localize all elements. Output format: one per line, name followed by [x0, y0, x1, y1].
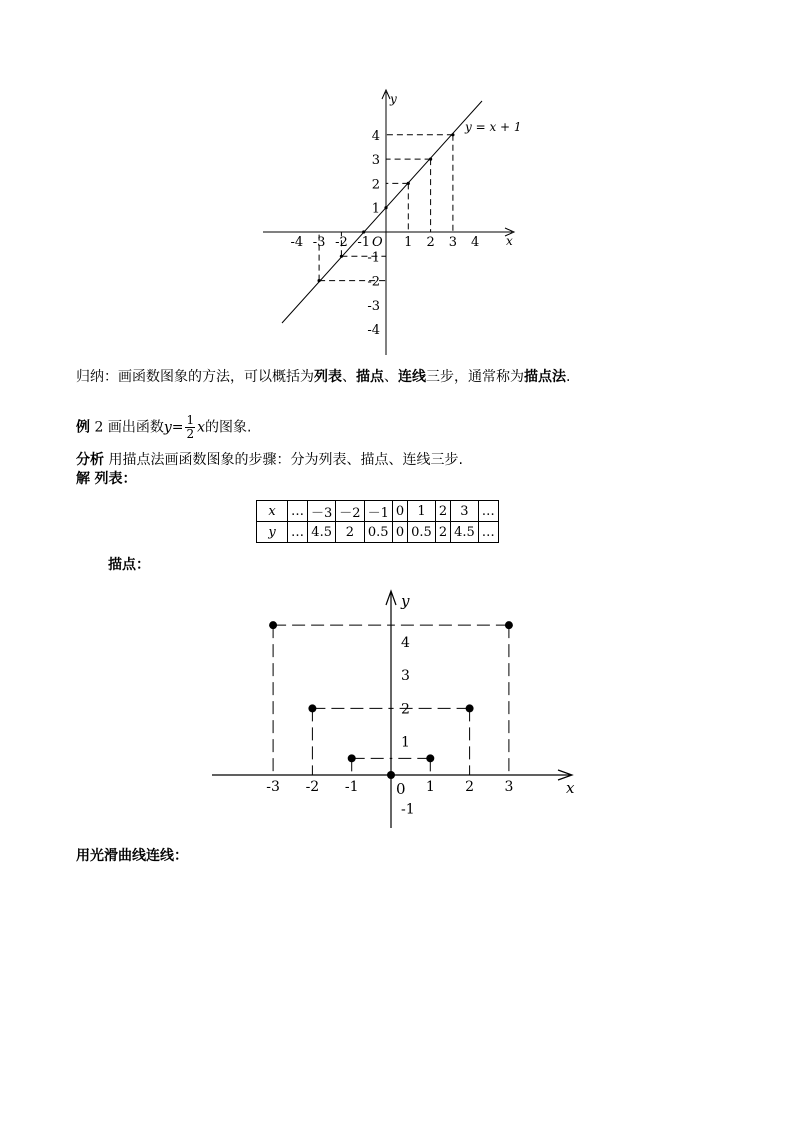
- equals-sign: =: [171, 419, 184, 436]
- x-tick-label: -3: [312, 235, 326, 250]
- data-point: [387, 771, 395, 779]
- data-point: [466, 704, 474, 712]
- table-cell: 4.5: [308, 522, 336, 543]
- data-point: [340, 255, 343, 258]
- data-point: [429, 158, 432, 161]
- analysis-label: 分析: [76, 452, 104, 468]
- y-tick-label: -1: [367, 250, 380, 266]
- table-cell: …: [478, 522, 498, 543]
- separator: 、: [342, 369, 356, 385]
- solution-step: 列表：: [94, 471, 137, 487]
- table-cell: 1: [408, 501, 436, 522]
- table-cell: 2: [435, 522, 450, 543]
- fraction: [185, 414, 195, 441]
- y-axis-label: y: [390, 92, 397, 106]
- table-row-x: [257, 501, 499, 522]
- x-tick-label: -3: [266, 779, 280, 795]
- graph-y-equals-x-plus-1: [0, 0, 794, 370]
- connect-label: 用光滑曲线连线：: [76, 848, 188, 864]
- value-table: [256, 500, 499, 543]
- graph-plotted-points: [0, 585, 794, 835]
- x-tick-label: 2: [465, 779, 475, 795]
- example-number: 2: [94, 419, 104, 436]
- origin-label: O: [372, 235, 383, 250]
- y-tick-label: 2: [371, 177, 380, 193]
- y-tick-label: 2: [401, 701, 410, 718]
- table-cell: －2: [336, 501, 364, 522]
- x-tick-label: 1: [425, 779, 435, 795]
- y-tick-label: 3: [401, 668, 410, 685]
- term-method: 描点法: [524, 369, 566, 385]
- fraction-numerator: 1: [186, 413, 195, 427]
- example-text-end: 的图象.: [205, 419, 252, 436]
- table-row-y: [257, 522, 499, 543]
- x-tick-label: -1: [357, 235, 371, 250]
- table-cell: 3: [451, 501, 479, 522]
- x-tick-label: 3: [448, 235, 458, 250]
- table-cell: 0: [392, 522, 407, 543]
- data-point: [426, 754, 434, 762]
- var-x: x: [197, 419, 206, 436]
- data-point: [384, 206, 387, 209]
- solution-label: 解: [76, 471, 90, 487]
- x-tick-label: 4: [471, 235, 480, 250]
- table-cell: 2: [435, 501, 450, 522]
- analysis-text: 用描点法画函数图象的步骤：分为列表、描点、连线三步.: [108, 452, 463, 468]
- term-list: 列表: [314, 369, 342, 385]
- table-cell: 2: [336, 522, 364, 543]
- summary-text: 归纳：画函数图象的方法，可以概括为: [76, 369, 314, 385]
- origin-label: 0: [396, 780, 406, 798]
- table-cell: 4.5: [451, 522, 479, 543]
- y-tick-label: 1: [371, 201, 380, 217]
- x-tick-label: 1: [404, 235, 413, 250]
- term-connect: 连线: [398, 369, 426, 385]
- table-cell: …: [288, 522, 308, 543]
- var-y: y: [163, 419, 172, 436]
- y-tick-label: -4: [367, 323, 380, 339]
- table-cell: －3: [308, 501, 336, 522]
- period: .: [566, 369, 571, 385]
- data-point: [318, 279, 321, 282]
- y-tick-label: 4: [401, 634, 410, 651]
- example-text: 画出函数: [107, 419, 164, 436]
- table-cell: x: [257, 501, 288, 522]
- summary-paragraph: [76, 367, 570, 387]
- y-tick-label: -2: [367, 274, 380, 290]
- x-axis-label: x: [506, 234, 513, 248]
- y-tick-label: 1: [401, 734, 410, 751]
- separator: 、: [384, 369, 398, 385]
- table-cell: y: [257, 522, 288, 543]
- x-tick-label: -2: [305, 779, 320, 795]
- x-tick-label: -4: [290, 235, 304, 250]
- table-cell: －1: [364, 501, 392, 522]
- data-point: [451, 133, 454, 136]
- plot-points-label: 描点：: [108, 557, 150, 573]
- x-axis-label: x: [566, 779, 575, 797]
- y-tick-label: 3: [371, 153, 380, 169]
- analysis-paragraph: [76, 450, 463, 470]
- x-tick-label: -2: [335, 235, 348, 250]
- x-tick-label: 3: [504, 779, 514, 795]
- fraction-denominator: 2: [186, 427, 195, 441]
- data-point: [505, 621, 513, 629]
- table-cell: 0.5: [364, 522, 392, 543]
- table-cell: …: [478, 501, 498, 522]
- x-tick-label: -1: [344, 779, 359, 795]
- data-point: [348, 754, 356, 762]
- example-2: [76, 414, 251, 441]
- summary-text-mid: 三步，通常称为: [426, 369, 524, 385]
- data-point: [407, 182, 410, 185]
- table-cell: …: [288, 501, 308, 522]
- term-plot: 描点: [356, 369, 384, 385]
- table-cell: 0.5: [408, 522, 436, 543]
- y-tick-label: -3: [367, 298, 380, 314]
- example-label: 例: [76, 419, 90, 436]
- y-tick-label: 4: [371, 128, 380, 144]
- function-label: y = x + 1: [465, 120, 522, 134]
- y-tick-label: -1: [401, 801, 415, 818]
- solution-paragraph: [76, 469, 136, 489]
- data-point: [362, 230, 365, 233]
- table-cell: 0: [392, 501, 407, 522]
- data-point: [308, 704, 316, 712]
- x-tick-label: 2: [426, 235, 435, 250]
- data-point: [269, 621, 277, 629]
- y-axis-label: y: [401, 592, 410, 610]
